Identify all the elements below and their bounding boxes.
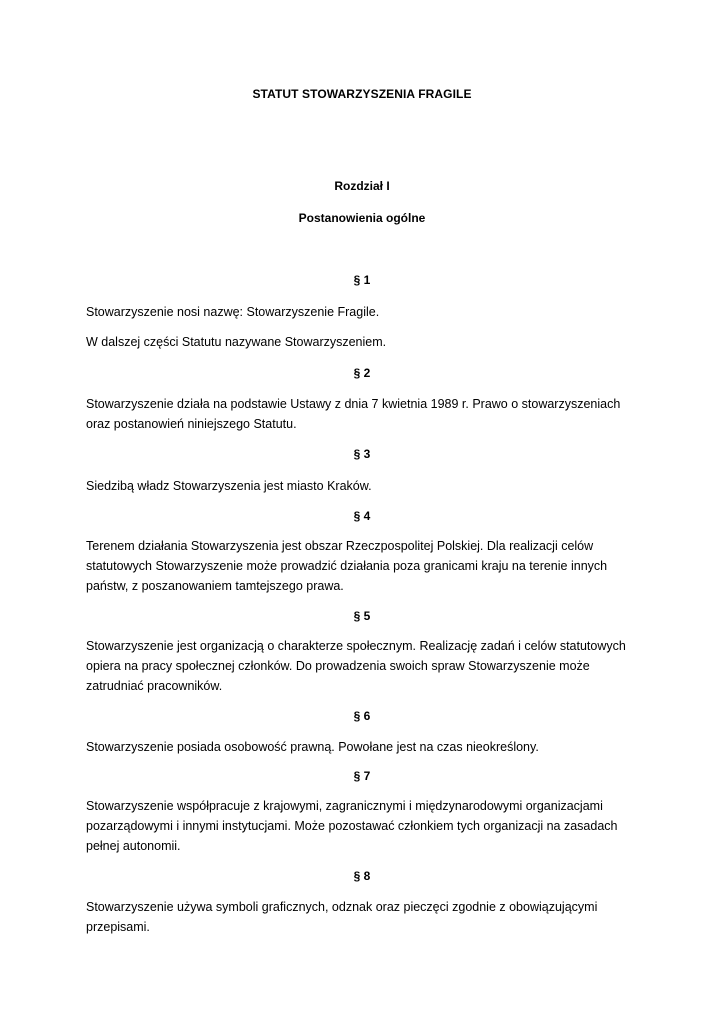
section-paragraph: Siedzibą władz Stowarzyszenia jest miasto Kraków. [86,479,372,493]
section-paragraph: Stowarzyszenie jest organizacją o charakterze społecznym. Realizację zadań i celów statutowych opiera na pracy społecznej członków. Do prowadzenia swoich spraw Stowarzyszenie może zatrudniać pracowników. [86,639,626,693]
section-paragraph: Stowarzyszenie używa symboli graficznych, odznak oraz pieczęci zgodnie z obowiązującymi przepisami. [86,900,598,934]
chapter-name: Postanowienia ogólne [298,211,426,225]
chapter-number: Rozdział I [334,179,390,193]
section-paragraph: Stowarzyszenie współpracuje z krajowymi, zagranicznymi i międzynarodowymi organizacjami pozarządowymi i innymi instytucjami. Może pozostawać członkiem tych organizacji na zasadach pełnej autonomii. [86,799,618,853]
section-heading: § 8 [353,869,371,883]
document-title: STATUT STOWARZYSZENIA FRAGILE [252,87,472,101]
section-paragraph: Terenem działania Stowarzyszenia jest obszar Rzeczpospolitej Polskiej. Dla realizacji celów statutowych Stowarzyszenie może prowadzić działania poza granicami kraju na terenie innych państw, z poszanowaniem tamtejszego prawa. [86,539,608,593]
section-heading: § 1 [353,273,371,287]
section-paragraph: W dalszej części Statutu nazywane Stowarzyszeniem. [86,335,387,349]
section-paragraph: Stowarzyszenie posiada osobowość prawną. Powołane jest na czas nieokreślony. [86,740,539,754]
section-paragraph: Stowarzyszenie nosi nazwę: Stowarzyszenie Fragile. [86,305,380,319]
section-heading: § 4 [353,509,371,523]
section-heading: § 6 [353,709,371,723]
section-heading: § 7 [353,769,371,783]
section-heading: § 5 [353,609,371,623]
section-heading: § 3 [353,447,371,461]
section-paragraph: Stowarzyszenie działa na podstawie Ustawy z dnia 7 kwietnia 1989 r. Prawo o stowarzyszeniach oraz postanowień niniejszego Statutu. [86,397,621,431]
section-heading: § 2 [353,366,371,380]
